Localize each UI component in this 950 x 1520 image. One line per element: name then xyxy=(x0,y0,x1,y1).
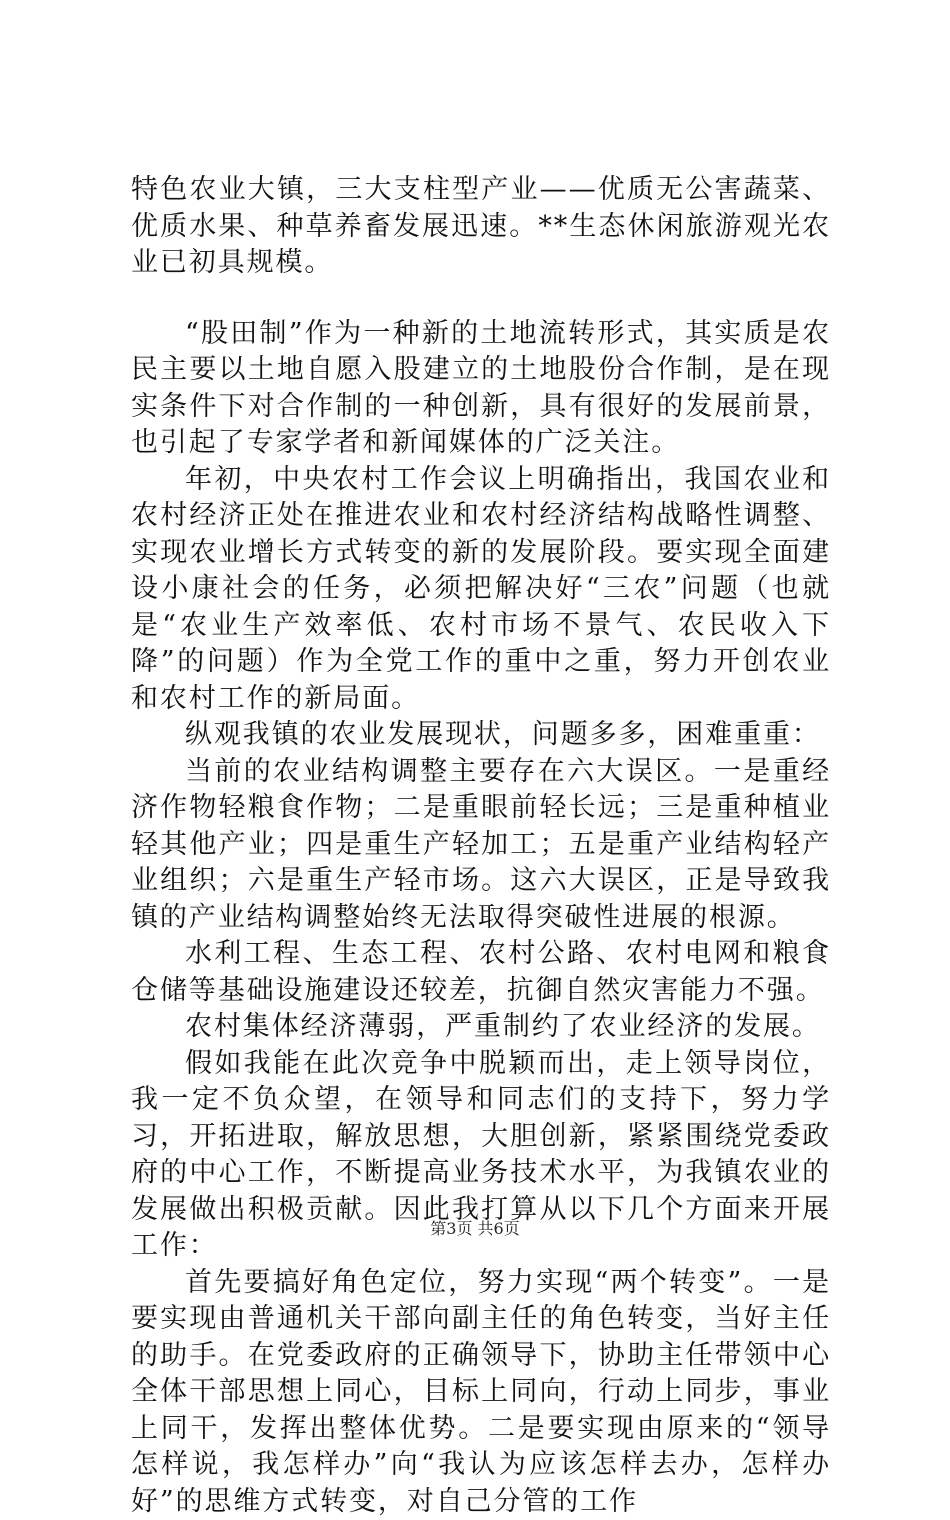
document-body xyxy=(131,172,831,1520)
paragraph-5: 当前的农业结构调整主要存在六大误区。一是重经济作物轻粮食作物；二是重眼前轻长远；三是重种植业轻其他产业；四是重生产轻加工；五是重产业结构轻产业组织；六是重生产轻市场。这六大误区，正是导致我镇的产业结构调整始终无法取得突破性进展的根源。 xyxy=(131,754,831,937)
paragraph-1: 特色农业大镇，三大支柱型产业——优质无公害蔬菜、优质水果、种草养畜发展迅速。**生态休闲旅游观光农业已初具规模。 xyxy=(131,172,831,282)
paragraph-3: 年初，中央农村工作会议上明确指出，我国农业和农村经济正处在推进农业和农村经济结构战略性调整、实现农业增长方式转变的新的发展阶段。要实现全面建设小康社会的任务，必须把解决好“三农”问题（也就是“农业生产效率低、农村市场不景气、农民收入下降”的问题）作为全党工作的重中之重，努力开创农业和农村工作的新局面。 xyxy=(131,462,831,718)
paragraph-4: 纵观我镇的农业发展现状，问题多多，困难重重： xyxy=(131,717,831,754)
paragraph-7: 农村集体经济薄弱，严重制约了农业经济的发展。 xyxy=(131,1009,831,1046)
paragraph-9: 首先要搞好角色定位，努力实现“两个转变”。一是要实现由普通机关干部向副主任的角色转变，当好主任的助手。在党委政府的正确领导下，协助主任带领中心全体干部思想上同心，目标上同向，行动上同步，事业上同干，发挥出整体优势。二是要实现由原来的“领导怎样说，我怎样办”向“我认为应该怎样去办，怎样办好”的思维方式转变，对自己分管的工作 xyxy=(131,1265,831,1520)
paragraph-8: 假如我能在此次竞争中脱颖而出，走上领导岗位，我一定不负众望，在领导和同志们的支持下，努力学习，开拓进取，解放思想，大胆创新，紧紧围绕党委政府的中心工作，不断提高业务技术水平，为我镇农业的发展做出积极贡献。因此我打算从以下几个方面来开展工作： xyxy=(131,1046,831,1265)
paragraph-2: “股田制”作为一种新的土地流转形式，其实质是农民主要以土地自愿入股建立的土地股份合作制，是在现实条件下对合作制的一种创新，具有很好的发展前景，也引起了专家学者和新闻媒体的广泛关注。 xyxy=(131,316,831,462)
paragraph-6: 水利工程、生态工程、农村公路、农村电网和粮食仓储等基础设施建设还较差，抗御自然灾害能力不强。 xyxy=(131,936,831,1009)
page-number-footer: 第3页 共6页 xyxy=(0,1216,950,1239)
